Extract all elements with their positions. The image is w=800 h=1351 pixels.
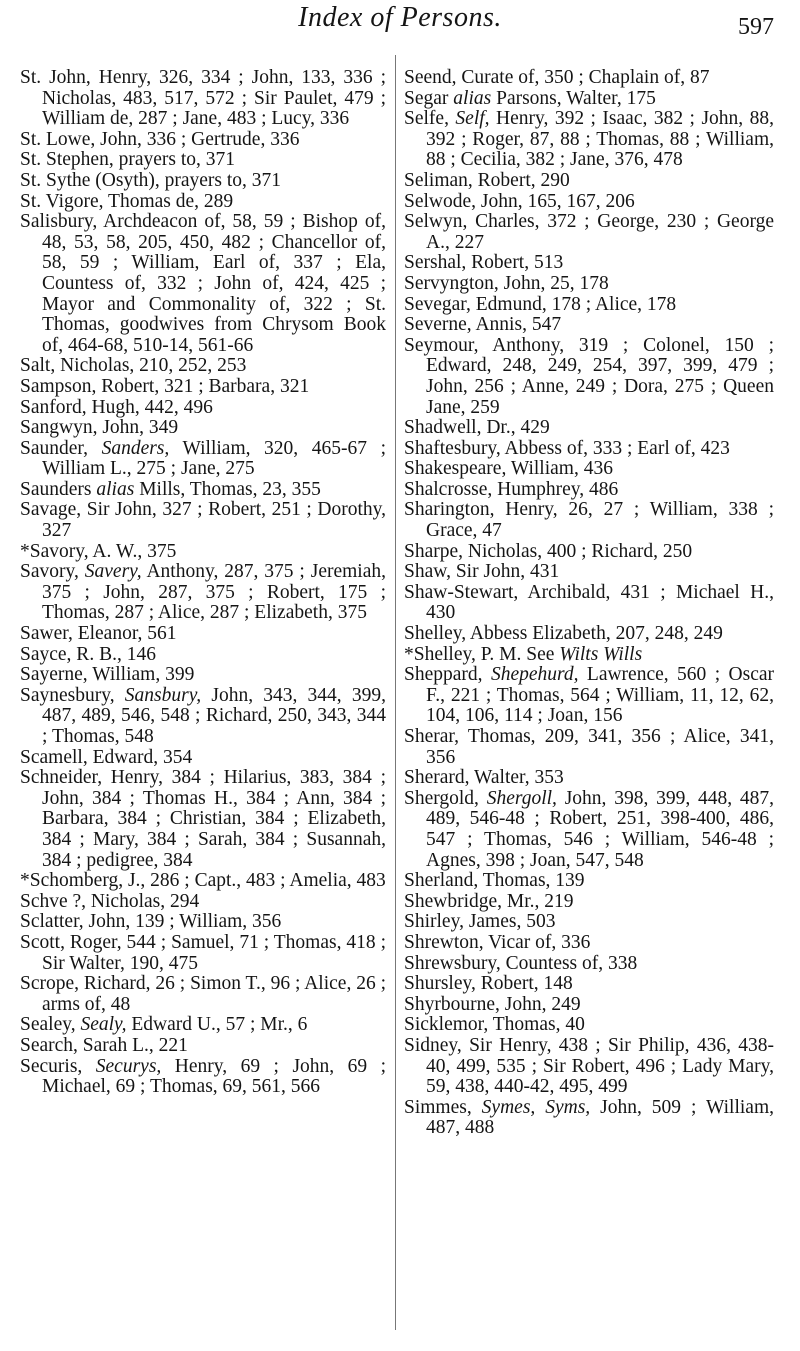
entry-variant: alias [96,478,135,500]
index-entry: Shyrbourne, John, 249 [404,993,581,1015]
index-entry [20,686,386,748]
index-entry [404,109,774,171]
entry-name: *Shelley, P. M. See [404,643,560,665]
entry-references: Henry, 392 ; Isaac, 382 ; John, 88, 392 ; Roger, 87, 88 ; Thomas, 88 ; William, 88 ; Cecilia, 382 ; Jane, 376, 478 [426,108,774,171]
index-entry: St. Vigore, Thomas de, 289 [20,190,234,212]
index-entry: Sampson, Robert, 321 ; Barbara, 321 [20,375,310,397]
page-header [0,0,800,50]
index-entry: Shrewton, Vicar of, 336 [404,931,591,953]
index-entry: Sayce, R. B., 146 [20,643,156,665]
index-entry [404,665,774,727]
entry-variant: Shergoll, [486,787,557,809]
entry-name: Selfe, [404,108,456,130]
index-entry: Shakespeare, William, 436 [404,458,613,480]
index-entry: St. Lowe, John, 336 ; Gertrude, 336 [20,128,300,150]
index-entry: Schve ?, Nicholas, 294 [20,890,200,912]
entry-references: Lawrence, 560 ; Oscar F., 221 ; Thomas, 564 ; William, 11, 12, 62, 104, 106, 114 ; Joan, 156 [426,664,774,727]
entry-variant: Shepehurd, [490,664,579,686]
index-entry: Shewbridge, Mr., 219 [404,890,574,912]
entry-name: Shergold, [404,787,487,809]
index-entry: Shaftesbury, Abbess of, 333 ; Earl of, 423 [404,437,730,459]
index-entry: Sangwyn, John, 349 [20,417,179,439]
index-entry: Selwode, John, 165, 167, 206 [404,190,635,212]
index-entry [404,89,774,110]
entry-variant: Symes, Syms, [481,1096,591,1118]
index-entry: Seend, Curate of, 350 ; Chaplain of, 87 [404,67,710,88]
index-entry: Shrewsbury, Countess of, 338 [404,952,638,974]
entry-references: John, 398, 399, 448, 487, 489, 546-48 ; Robert, 251, 398-400, 486, 547 ; Thomas, 546 ; William, 546-48 ; Agnes, 398 ; Joan, 547, 548 [426,787,774,871]
entry-name: Saunder, [20,437,102,459]
entry-variant: Savery, [84,561,142,583]
entry-name: Savory, [20,561,85,583]
entry-name: Segar [404,87,454,109]
index-entry [20,480,386,501]
index-entry: Scrope, Richard, 26 ; Simon T., 96 ; Alice, 26 ; arms of, 48 [20,973,386,1015]
index-entry: St. Sythe (Osyth), prayers to, 371 [20,169,282,191]
index-entry: Schneider, Henry, 384 ; Hilarius, 383, 384 ; John, 384 ; Thomas H., 384 ; Ann, 384 ; Barbara, 384 ; Christian, 384 ; Elizabeth, 384 ; Mary, 384 ; Sarah, 384 ; Susannah, 384 ; pedigree, 384 [20,767,386,871]
entry-references: John, 343, 344, 399, 487, 489, 546, 548 ; Richard, 250, 343, 344 ; Thomas, 548 [42,684,386,747]
index-entry: Seymour, Anthony, 319 ; Colonel, 150 ; Edward, 248, 249, 254, 397, 399, 479 ; John, 256 ; Anne, 249 ; Dora, 275 ; Queen Jane, 259 [404,334,774,418]
entry-references: John, 509 ; William, 487, 488 [426,1096,775,1139]
page-title: Index of Persons. [298,2,502,33]
index-entry: Sherland, Thomas, 139 [404,870,585,892]
index-entry: Sicklemor, Thomas, 40 [404,1014,585,1036]
page-number: 597 [738,14,774,40]
index-entry: Sherard, Walter, 353 [404,767,564,789]
entry-name: Simmes, [404,1096,482,1118]
entry-name: Sheppard, [404,664,491,686]
index-entry: Shaw, Sir John, 431 [404,561,560,583]
entry-references: William, 320, 465-67 ; William L., 275 ; Jane, 275 [42,437,386,480]
entry-variant: Wilts Wills [559,643,643,665]
index-entry: *Schomberg, J., 286 ; Capt., 483 ; Amelia, 483 [20,870,386,892]
column-divider [395,55,396,1330]
entry-name: Sealey, [20,1014,81,1036]
index-entry: St. Stephen, prayers to, 371 [20,149,236,171]
index-entry: Salisbury, Archdeacon of, 58, 59 ; Bishop of, 48, 53, 58, 205, 450, 482 ; Chancellor of, 58, 59 ; William, Earl of, 337 ; Ela, Countess of, 332 ; John of, 424, 425 ; Mayor and Commonality of, 322 ; St. Thomas, goodwives from Chrysom Book of, 464-68, 510-14, 561-66 [20,211,386,356]
entry-name: Saynesbury, [20,684,125,706]
entry-name: Securis, [20,1055,96,1077]
entry-variant: alias [453,87,492,109]
index-entry [20,439,386,480]
index-entry [20,562,386,624]
index-entry: Shalcrosse, Humphrey, 486 [404,478,619,500]
entry-name: Saunders [20,478,97,500]
index-entry: Sershal, Robert, 513 [404,252,564,274]
index-entry: Shaw-Stewart, Archibald, 431 ; Michael H., 430 [404,581,774,624]
index-entry: Sevegar, Edmund, 178 ; Alice, 178 [404,293,677,315]
index-entry: Scamell, Edward, 354 [20,746,193,768]
entry-references: Parsons, Walter, 175 [491,87,656,109]
index-entry: Servyngton, John, 25, 178 [404,272,609,294]
index-entry: Shirley, James, 503 [404,911,556,933]
index-entry: Scott, Roger, 544 ; Samuel, 71 ; Thomas, 418 ; Sir Walter, 190, 475 [20,931,386,974]
entry-variant: Sealy, [80,1014,127,1036]
index-entry [404,1098,774,1139]
index-entry: Sharington, Henry, 26, 27 ; William, 338 ; Grace, 47 [404,499,774,542]
entry-variant: Securys, [95,1055,162,1077]
left-column [20,68,386,1098]
index-entry: Sawer, Eleanor, 561 [20,623,177,645]
entry-references: Edward U., 57 ; Mr., 6 [126,1014,308,1036]
index-entry [404,789,774,871]
index-entry: Shadwell, Dr., 429 [404,417,550,439]
index-entry [20,1057,386,1098]
index-entry: *Savory, A. W., 375 [20,540,177,562]
index-entry: Severne, Annis, 547 [404,314,562,336]
index-entry: St. John, Henry, 326, 334 ; John, 133, 336 ; Nicholas, 483, 517, 572 ; Sir Paulet, 479 ; William de, 287 ; Jane, 483 ; Lucy, 336 [20,67,386,130]
index-entry: Sanford, Hugh, 442, 496 [20,396,213,418]
index-entry: Sharpe, Nicholas, 400 ; Richard, 250 [404,540,693,562]
index-entry [20,1015,386,1036]
right-column [404,68,774,1139]
index-entry: Sayerne, William, 399 [20,664,195,686]
index-entry: Seliman, Robert, 290 [404,169,570,191]
index-entry: Shursley, Robert, 148 [404,973,573,995]
entry-variant: Self, [455,108,490,130]
index-entry [404,645,774,666]
index-entry: Selwyn, Charles, 372 ; George, 230 ; George A., 227 [404,211,774,253]
index-entry: Sclatter, John, 139 ; William, 356 [20,911,282,933]
entry-variant: Sansbury, [124,684,202,706]
index-entry: Shelley, Abbess Elizabeth, 207, 248, 249 [404,623,723,645]
entry-variant: Sanders, [101,437,170,459]
index-entry: Savage, Sir John, 327 ; Robert, 251 ; Dorothy, 327 [20,499,386,542]
index-entry: Sidney, Sir Henry, 438 ; Sir Philip, 436, 438-40, 499, 535 ; Sir Robert, 496 ; Lady Mary, 59, 438, 440-42, 495, 499 [404,1034,774,1098]
index-entry: Sherar, Thomas, 209, 341, 356 ; Alice, 341, 356 [404,726,774,768]
entry-references: Mills, Thomas, 23, 355 [134,478,321,500]
entry-references: Henry, 69 ; John, 69 ; Michael, 69 ; Thomas, 69, 561, 566 [42,1055,387,1098]
index-entry: Salt, Nicholas, 210, 252, 253 [20,355,247,377]
index-entry: Search, Sarah L., 221 [20,1034,188,1056]
entry-references: Anthony, 287, 375 ; Jeremiah, 375 ; John, 287, 375 ; Robert, 175 ; Thomas, 287 ; Alice, 287 ; Elizabeth, 375 [42,561,386,624]
